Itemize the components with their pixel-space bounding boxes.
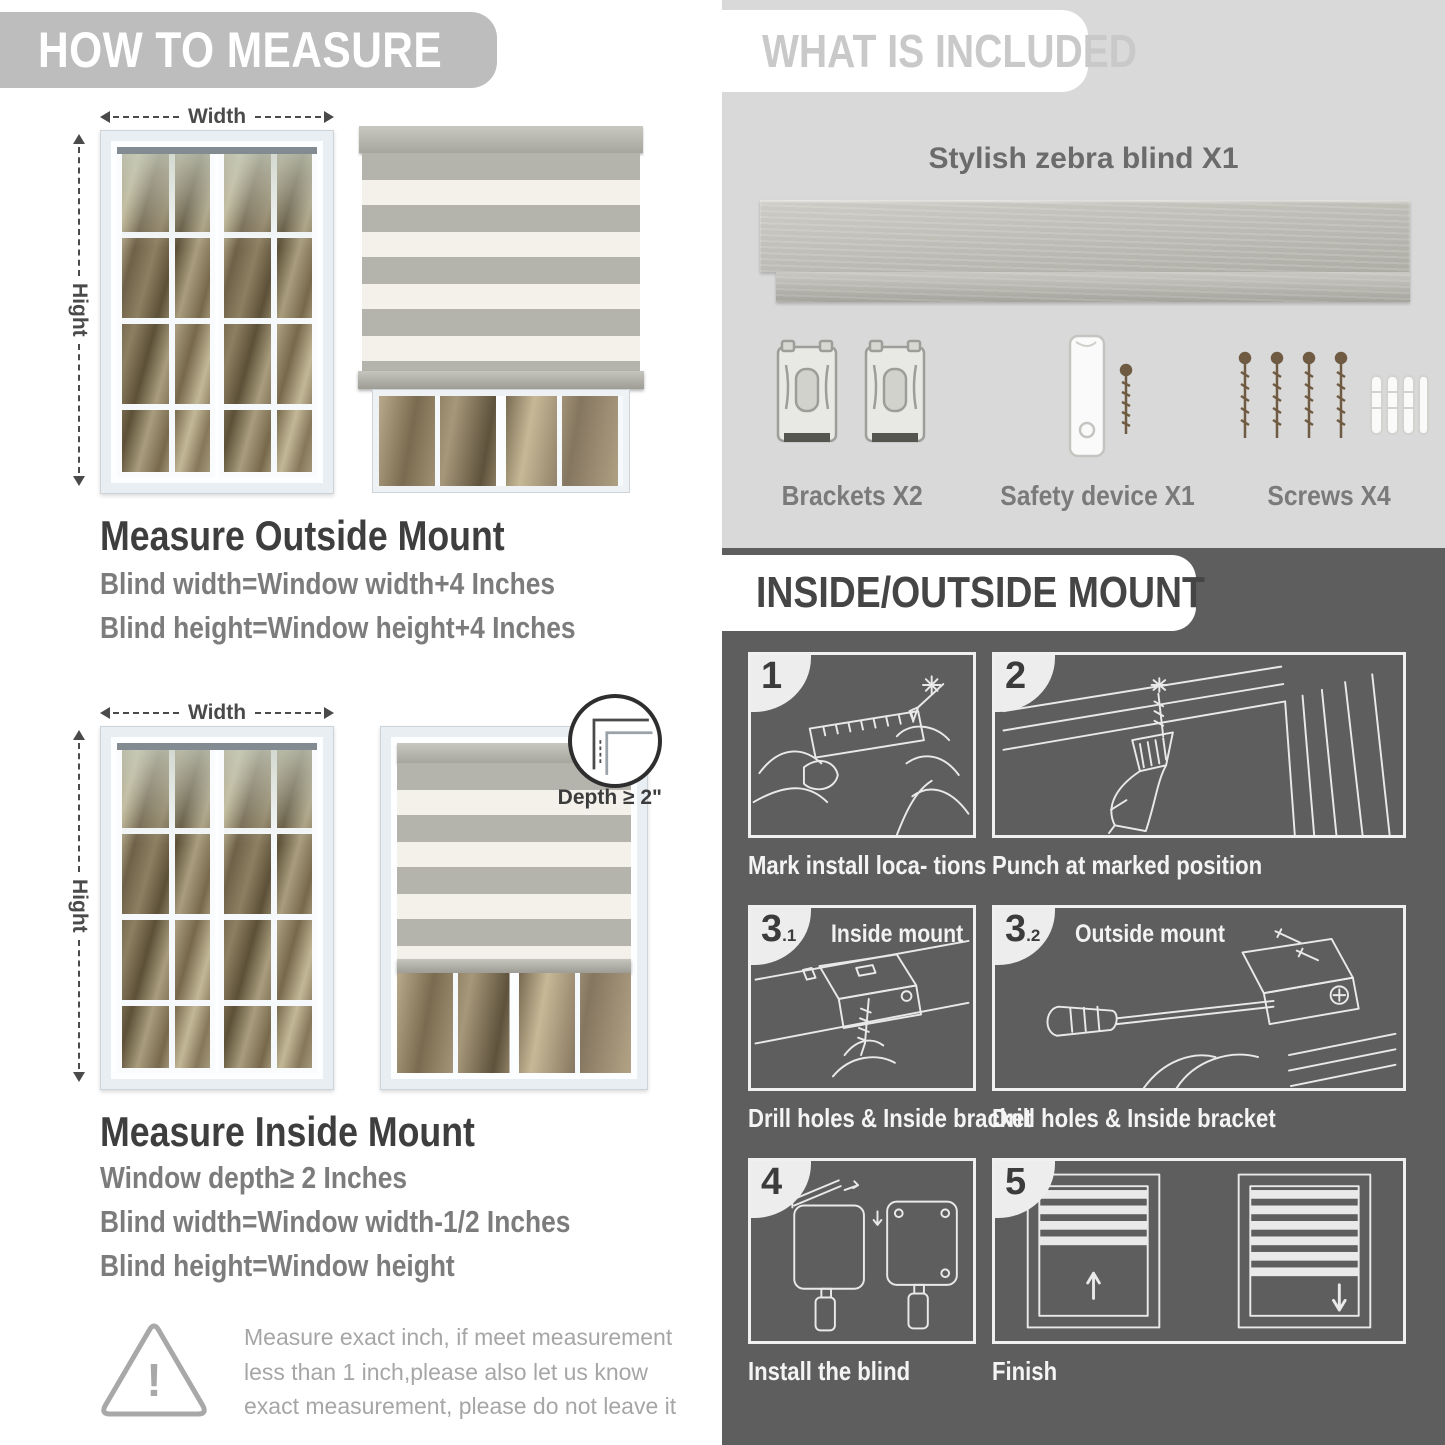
step-3-1-illustration — [748, 905, 976, 1091]
window-peek — [372, 389, 630, 493]
step-1-badge: 1 — [761, 655, 783, 697]
blind-bottom-rail — [397, 959, 631, 973]
what-is-included-panel — [722, 0, 1445, 548]
depth-callout-circle — [568, 694, 662, 788]
blind-bottom-rail — [358, 371, 644, 389]
depth-label: Depth ≥ 2" — [557, 786, 662, 809]
step-1 — [748, 652, 987, 881]
blind-stripes — [362, 153, 640, 371]
step-3-1-caption: Drill holes & Inside bracket — [748, 1103, 1032, 1133]
width-label: Width — [187, 105, 247, 128]
window-sash — [117, 743, 215, 1073]
step-3-2-label: Outside mount — [1075, 920, 1225, 948]
outside-mount-line-1: Blind width=Window width+4 Inches — [100, 566, 556, 601]
width-arrow-outside — [100, 106, 334, 128]
exclamation-triangle-icon — [98, 1318, 210, 1420]
exclamation-glyph: ! — [146, 1354, 162, 1406]
arrow-right-icon — [324, 707, 334, 719]
screws-label: Screws X4 — [1267, 480, 1391, 511]
step-3-1-badge-sub: .1 — [782, 926, 797, 945]
safety-device-label: Safety device X1 — [1000, 480, 1196, 511]
window-photo-outside — [100, 130, 334, 494]
included-item-brackets — [722, 330, 982, 512]
inside-mount-title: Measure Inside Mount — [100, 1108, 475, 1155]
width-arrow-inside — [100, 702, 334, 724]
height-label: Hight — [68, 283, 91, 337]
step-3-1-label: Inside mount — [831, 920, 964, 948]
blind-headrail — [359, 126, 643, 153]
arrow-up-icon — [73, 730, 85, 740]
step-1-illustration — [748, 652, 976, 838]
arrow-right-icon — [324, 111, 334, 123]
step-5-illustration — [992, 1158, 1406, 1344]
step-5-badge: 5 — [1005, 1161, 1027, 1203]
mount-steps-grid — [748, 652, 1406, 1387]
what-is-included-header — [722, 10, 1138, 92]
arrow-up-icon — [73, 134, 85, 144]
step-4 — [748, 1158, 976, 1387]
inside-mount-line-3: Blind height=Window height — [100, 1248, 455, 1283]
window-sash — [215, 147, 317, 477]
step-3-2 — [992, 905, 1406, 1134]
inside-mount-line-1: Window depth≥ 2 Inches — [100, 1160, 408, 1195]
measure-warning — [98, 1318, 682, 1424]
step-2-badge: 2 — [1005, 655, 1027, 697]
step-3-2-illustration — [992, 905, 1406, 1091]
step-4-badge: 4 — [761, 1161, 783, 1203]
step-5 — [992, 1158, 1406, 1387]
included-item-screws — [1214, 330, 1445, 512]
mount-title: INSIDE/OUTSIDE MOUNT — [756, 568, 1205, 617]
blind-headrail-image — [760, 200, 1410, 272]
step-3-2-caption: Drill holes & Inside bracket — [992, 1103, 1276, 1133]
outside-mount-line-2: Blind height=Window height+4 Inches — [100, 610, 576, 645]
window-sash — [117, 147, 215, 477]
included-item-safety-device — [982, 330, 1213, 512]
screws-icon — [1229, 332, 1429, 464]
step-5-caption: Finish — [992, 1356, 1058, 1386]
outside-mount-title: Measure Outside Mount — [100, 512, 505, 559]
included-items-row — [722, 330, 1445, 512]
how-to-measure-title: HOW TO MEASURE — [38, 22, 443, 78]
height-arrow-inside — [68, 730, 90, 1082]
step-3-1-badge: 3 — [761, 908, 783, 950]
step-2 — [992, 652, 1406, 881]
arrow-down-icon — [73, 476, 85, 486]
step-1-caption: Mark install loca- tions — [748, 850, 987, 880]
zebra-blind-photo — [362, 126, 640, 493]
mount-header — [722, 555, 1205, 631]
finish-icon — [995, 1161, 1403, 1341]
window-corner-detail-icon — [572, 698, 658, 784]
step-4-illustration — [748, 1158, 976, 1344]
step-3-2-badge-sub: .2 — [1026, 926, 1041, 945]
brackets-icon — [772, 335, 932, 461]
how-to-measure-header — [0, 12, 497, 88]
safety-device-icon — [1038, 332, 1158, 464]
step-4-caption: Install the blind — [748, 1356, 911, 1386]
step-3-1 — [748, 905, 1032, 1134]
step-2-caption: Punch at marked position — [992, 850, 1263, 880]
height-label: Hight — [68, 879, 91, 933]
product-title: Stylish zebra blind X1 — [928, 142, 1239, 175]
mount-instructions-panel — [722, 548, 1445, 1445]
drill-icon — [995, 655, 1403, 835]
blind-bottom-rail-image — [776, 272, 1410, 302]
width-label: Width — [187, 701, 247, 724]
what-is-included-title: WHAT IS INCLUDED — [762, 25, 1138, 77]
step-2-illustration — [992, 652, 1406, 838]
arrow-down-icon — [73, 1072, 85, 1082]
arrow-left-icon — [100, 111, 110, 123]
arrow-left-icon — [100, 707, 110, 719]
brackets-label: Brackets X2 — [781, 480, 923, 511]
inside-mount-line-2: Blind width=Window width-1/2 Inches — [100, 1204, 571, 1239]
warning-text: Measure exact inch, if meet measurement less than 1 inch,please also let us know exact measurement, please do not leave it — [244, 1324, 677, 1419]
height-arrow-outside — [68, 134, 90, 486]
step-3-2-badge: 3 — [1005, 908, 1027, 950]
window-photo-inside — [100, 726, 334, 1090]
window-sash — [215, 743, 317, 1073]
